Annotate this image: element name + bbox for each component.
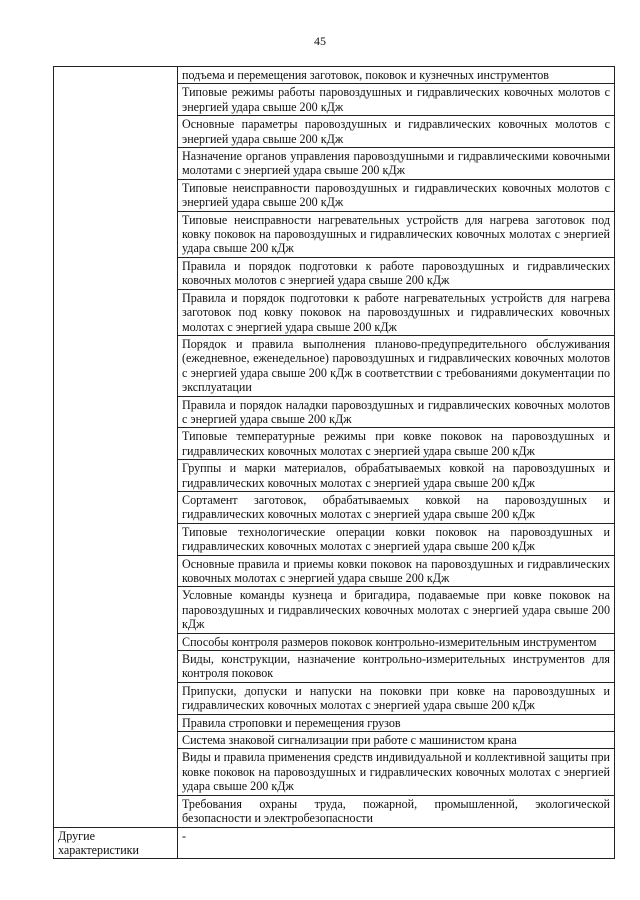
requirements-table [53,66,615,859]
table-cell: Типовые режимы работы паровоздушных и гидравлических ковочных молотов с энергией удара свыше 200 кДж [178,84,615,116]
table-row-other-characteristics [54,827,615,859]
table-cell: Сортамент заготовок, обрабатываемых ковкой на паровоздушных и гидравлических ковочных молотах с энергией удара свыше 200 кДж [178,491,615,523]
row-label-other-characteristics: Другие характеристики [54,827,178,859]
table-cell: Типовые технологические операции ковки поковок на паровоздушных и гидравлических ковочных молотах с энергией удара свыше 200 кДж [178,523,615,555]
table-cell: подъема и перемещения заготовок, поковок и кузнечных инструментов [178,67,615,84]
table-cell: Правила и порядок подготовки к работе паровоздушных и гидравлических ковочных молотов с энергией удара свыше 200 кДж [178,257,615,289]
table-cell: Виды, конструкции, назначение контрольно-измерительных инструментов для контроля поковок [178,651,615,683]
page-number: 45 [314,34,326,48]
table-cell: Способы контроля размеров поковок контрольно-измерительным инструментом [178,633,615,650]
table-cell: Порядок и правила выполнения планово-предупредительного обслуживания (ежедневное, еженедельное) паровоздушных и гидравлических ковочных молотов с энергией удара свыше 200 кДж в соответствии с требованиями документации по эксплуатации [178,335,615,396]
table-cell: Типовые температурные режимы при ковке поковок на паровоздушных и гидравлических ковочных молотах с энергией удара свыше 200 кДж [178,428,615,460]
table-cell: Система знаковой сигнализации при работе с машинистом крана [178,732,615,749]
table-cell: Виды и правила применения средств индивидуальной и коллективной защиты при ковке поковок на паровоздушных и гидравлических ковочных молотах с энергией удара свыше 200 кДж [178,749,615,795]
table-cell: Группы и марки материалов, обрабатываемых ковкой на паровоздушных и гидравлических ковочных молотах с энергией удара свыше 200 кДж [178,460,615,492]
table-cell: Правила строповки и перемещения грузов [178,714,615,731]
table-cell: Правила и порядок подготовки к работе нагревательных устройств для нагрева заготовок под ковку поковок на паровоздушных и гидравлических ковочных молотах с энергией удара свыше 200 кДж [178,289,615,335]
other-characteristics-value: - [178,827,615,859]
table-cell: Требования охраны труда, пожарной, промышленной, экологической безопасности и электробезопасности [178,795,615,827]
table-cell: Типовые неисправности нагревательных устройств для нагрева заготовок под ковку поковок на паровоздушных и гидравлических ковочных молотах с энергией удара свыше 200 кДж [178,211,615,257]
table-cell: Правила и порядок наладки паровоздушных и гидравлических ковочных молотов с энергией удара свыше 200 кДж [178,396,615,428]
table-row [54,67,615,84]
table-cell: Типовые неисправности паровоздушных и гидравлических ковочных молотов с энергией удара свыше 200 кДж [178,179,615,211]
table-cell: Условные команды кузнеца и бригадира, подаваемые при ковке поковок на паровоздушных и гидравлических ковочных молотах с энергией удара свыше 200 кДж [178,587,615,633]
table-cell: Назначение органов управления паровоздушными и гидравлическими ковочными молотами с энергией удара свыше 200 кДж [178,148,615,180]
table-cell: Основные параметры паровоздушных и гидравлических ковочных молотов с энергией удара свыше 200 кДж [178,116,615,148]
table-cell: Основные правила и приемы ковки поковок на паровоздушных и гидравлических ковочных молотах с энергией удара свыше 200 кДж [178,555,615,587]
row-header-cell [54,67,178,828]
table-cell: Припуски, допуски и напуски на поковки при ковке на паровоздушных и гидравлических ковочных молотах с энергией удара свыше 200 кДж [178,682,615,714]
table-body [54,67,615,859]
